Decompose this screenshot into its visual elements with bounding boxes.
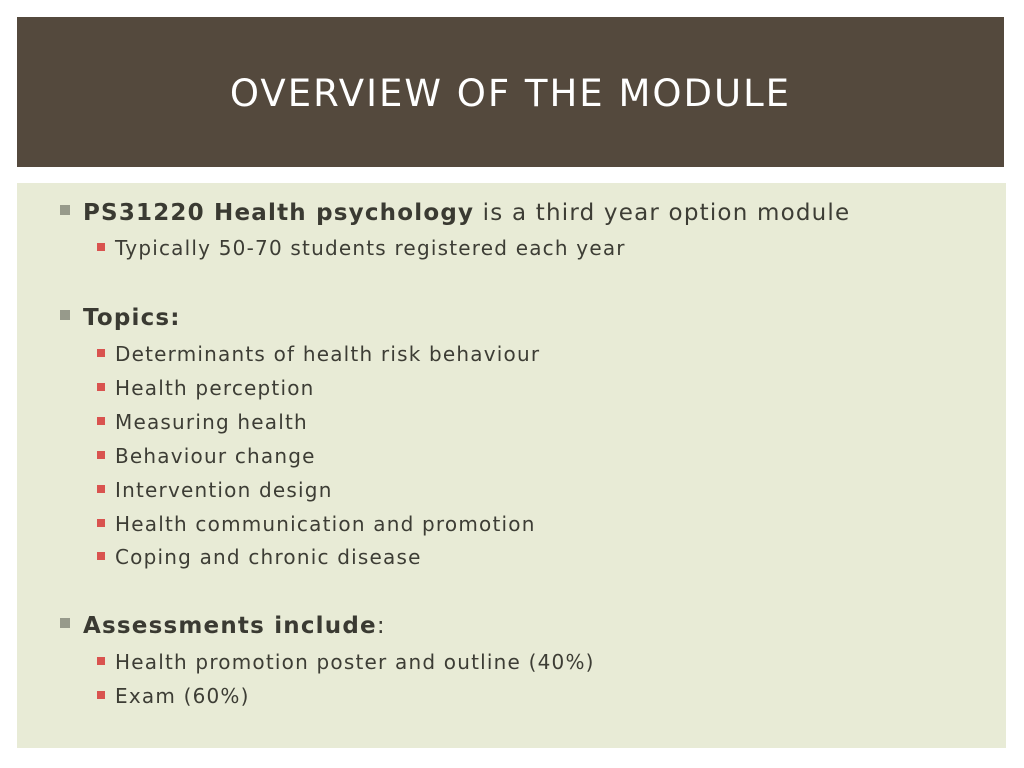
module-description: is a third year option module	[474, 200, 851, 226]
topic-item-label: Health perception	[115, 376, 315, 400]
square-bullet-icon	[97, 657, 105, 665]
topic-item-label: Measuring health	[115, 410, 308, 434]
square-bullet-icon	[97, 349, 105, 357]
topic-item	[97, 342, 540, 366]
topic-item	[97, 512, 536, 536]
bullet-module-sub	[97, 236, 626, 260]
topic-item	[97, 478, 333, 502]
topic-item	[97, 545, 422, 569]
square-bullet-icon	[97, 519, 105, 527]
module-sub-text: Typically 50-70 students registered each year	[115, 236, 626, 260]
topics-heading: Topics:	[83, 305, 181, 331]
bullet-module	[60, 200, 850, 226]
square-bullet-icon	[60, 618, 70, 628]
topic-item-label: Intervention design	[115, 478, 333, 502]
assessment-item-label: Health promotion poster and outline (40%)	[115, 650, 595, 674]
module-code-name: PS31220 Health psychology	[83, 200, 475, 226]
square-bullet-icon	[97, 383, 105, 391]
topic-item-label: Health communication and promotion	[115, 512, 536, 536]
assessments-heading: Assessments include	[83, 613, 377, 639]
assessments-colon: :	[376, 613, 386, 639]
square-bullet-icon	[97, 243, 105, 251]
topic-item-label: Coping and chronic disease	[115, 545, 422, 569]
bullet-assessments	[60, 613, 386, 639]
content-area	[17, 183, 1006, 748]
topic-item	[97, 444, 316, 468]
square-bullet-icon	[97, 485, 105, 493]
topic-item-label: Determinants of health risk behaviour	[115, 342, 541, 366]
square-bullet-icon	[60, 310, 70, 320]
assessment-item	[97, 650, 595, 674]
topic-item-label: Behaviour change	[115, 444, 316, 468]
square-bullet-icon	[97, 691, 105, 699]
title-bar	[17, 17, 1004, 167]
topic-item	[97, 376, 315, 400]
topic-item	[97, 410, 308, 434]
slide-title: OVERVIEW OF THE MODULE	[229, 71, 792, 115]
bullet-topics	[60, 305, 181, 331]
assessment-item-label: Exam (60%)	[115, 684, 250, 708]
square-bullet-icon	[97, 451, 105, 459]
square-bullet-icon	[97, 417, 105, 425]
assessment-item	[97, 684, 250, 708]
square-bullet-icon	[97, 552, 105, 560]
square-bullet-icon	[60, 205, 70, 215]
